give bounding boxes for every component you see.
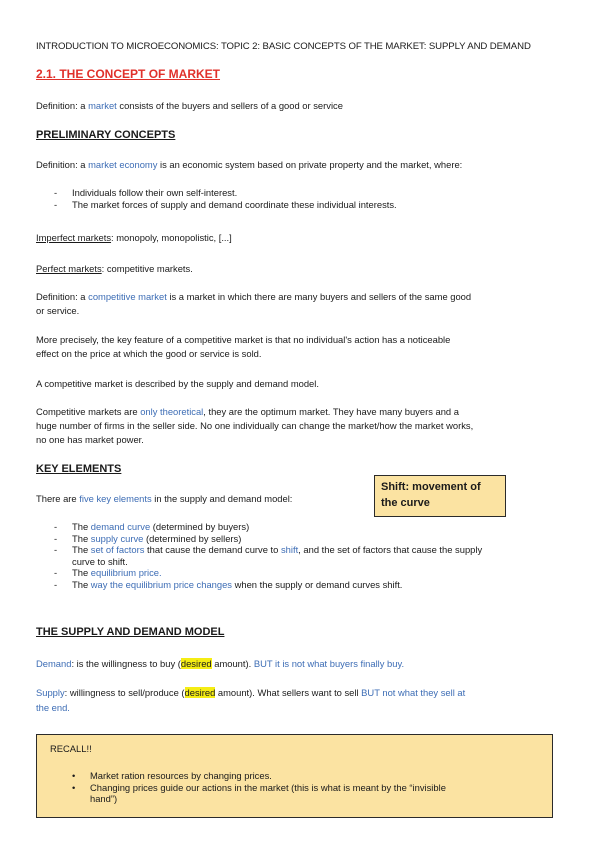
term-set-of-factors: set of factors <box>90 544 145 555</box>
recall-box <box>36 734 553 818</box>
text: There are <box>36 493 80 504</box>
market-economy-definition <box>36 158 462 171</box>
key-elements-intro <box>36 492 292 505</box>
term-five-key-elements: five key elements <box>79 493 152 504</box>
list-item <box>36 521 564 533</box>
dash-bullet: - <box>54 187 58 198</box>
text: in the supply and demand model: <box>151 493 293 504</box>
recall-list <box>70 770 540 805</box>
market-economy-bullets <box>36 187 556 210</box>
list-item <box>36 544 564 567</box>
text: : competitive markets. <box>101 263 193 274</box>
supply-caveat-cont: the end. <box>36 702 70 713</box>
section-heading-supply-demand-model: THE SUPPLY AND DEMAND MODEL <box>36 626 225 638</box>
model-description: A competitive market is described by the supply and demand model. <box>36 378 319 389</box>
section-heading-key-elements: KEY ELEMENTS <box>36 463 122 475</box>
term-competitive-market: competitive market <box>88 291 167 302</box>
text: amount). <box>211 658 254 669</box>
imperfect-markets <box>36 231 232 244</box>
term-supply-curve: supply curve <box>90 532 144 544</box>
list-item <box>36 567 564 579</box>
text: curve to shift. <box>72 555 128 567</box>
term-market: market <box>88 100 117 111</box>
competitive-market-definition <box>36 290 471 303</box>
perfect-label: Perfect markets <box>36 263 102 274</box>
theoretical-line-2: huge number of firms in the seller side. No one individually can change the market/how the market works, <box>36 420 474 431</box>
term-market-economy: market economy <box>88 159 158 170</box>
document-title: INTRODUCTION TO MICROECONOMICS: TOPIC 2: BASIC CONCEPTS OF THE MARKET: SUPPLY AND DEMAND <box>36 41 531 52</box>
key-elements-list <box>36 521 564 590</box>
term-demand: Demand <box>36 658 72 669</box>
theoretical-line-1 <box>36 405 459 418</box>
dash-bullet: - <box>54 567 58 578</box>
list-item-text: Individuals follow their own self-interest. <box>72 187 238 198</box>
theoretical-line-3: no one has market power. <box>36 434 144 445</box>
highlight-desired: desired <box>180 658 212 669</box>
text: Competitive markets are <box>36 406 141 417</box>
dash-bullet: - <box>54 532 58 544</box>
shift-note-box: Shift: movement of the curve <box>374 475 506 517</box>
text: The <box>72 532 91 544</box>
text: amount). What sellers want to sell <box>215 687 362 698</box>
text: , and the set of factors that cause the supply <box>298 544 483 555</box>
competitive-market-definition-cont: or service. <box>36 305 80 316</box>
list-item-text: Changing prices guide our actions in the market (this is what is meant by the “invisible <box>90 781 446 793</box>
list-item <box>36 199 556 211</box>
text: consists of the buyers and sellers of a good or service <box>116 100 343 111</box>
text: The <box>72 521 91 532</box>
text: The <box>72 567 91 578</box>
perfect-markets <box>36 262 193 275</box>
imperfect-label: Imperfect markets <box>36 232 112 243</box>
text: is a market in which there are many buyers and sellers of the same good <box>166 291 472 302</box>
list-item-text: The market forces of supply and demand coordinate these individual interests. <box>72 198 397 210</box>
text: is an economic system based on private property and the market, where: <box>157 159 463 170</box>
term-supply: Supply <box>36 687 65 698</box>
text: : monopoly, monopolistic, [...] <box>111 232 232 243</box>
recall-title: RECALL!! <box>50 743 92 754</box>
text: Definition: a <box>36 100 89 111</box>
precisely-line-2: effect on the price at which the good or service is sold. <box>36 348 262 359</box>
text: Definition: a <box>36 291 89 302</box>
section-heading-concept-of-market: 2.1. THE CONCEPT OF MARKET <box>36 67 221 81</box>
dash-bullet: - <box>54 521 58 532</box>
supply-caveat: BUT not what they sell at <box>361 687 466 698</box>
text: Definition: a <box>36 159 89 170</box>
text: The <box>72 544 91 555</box>
list-item <box>70 770 540 782</box>
list-item-text: Market ration resources by changing prices. <box>90 770 272 781</box>
term-equilibrium-price: equilibrium price. <box>90 567 162 578</box>
precisely-line-1: More precisely, the key feature of a competitive market is that no individual's action has a noticeable <box>36 334 451 345</box>
text: that cause the demand curve to <box>144 544 281 555</box>
list-item <box>36 579 564 591</box>
text: (determined by sellers) <box>143 532 242 544</box>
term-shift: shift <box>280 544 299 555</box>
highlight-desired: desired <box>184 687 216 698</box>
demand-definition <box>36 657 404 670</box>
section-heading-preliminary: PRELIMINARY CONCEPTS <box>36 129 176 141</box>
term-demand-curve: demand curve <box>90 521 151 532</box>
bullet-dot: • <box>72 770 76 781</box>
dash-bullet: - <box>54 544 58 555</box>
list-item <box>36 533 564 545</box>
bullet-dot: • <box>72 781 76 793</box>
supply-definition <box>36 686 465 699</box>
term-only-theoretical: only theoretical <box>140 406 204 417</box>
list-item <box>36 187 556 199</box>
text: (determined by buyers) <box>150 521 250 532</box>
list-item <box>70 782 540 805</box>
text: : willingness to sell/produce ( <box>64 687 185 698</box>
demand-caveat: BUT it is not what buyers finally buy. <box>253 658 405 669</box>
dash-bullet: - <box>54 198 58 210</box>
market-definition <box>36 99 343 112</box>
dash-bullet: - <box>54 578 58 590</box>
term-equilibrium-change: way the equilibrium price changes <box>90 578 232 590</box>
list-item-text: hand”) <box>90 793 118 804</box>
text: , they are the optimum market. They have many buyers and a <box>203 406 459 417</box>
text: The <box>72 578 91 590</box>
text: when the supply or demand curves shift. <box>232 578 403 590</box>
text: : is the willingness to buy ( <box>71 658 181 669</box>
